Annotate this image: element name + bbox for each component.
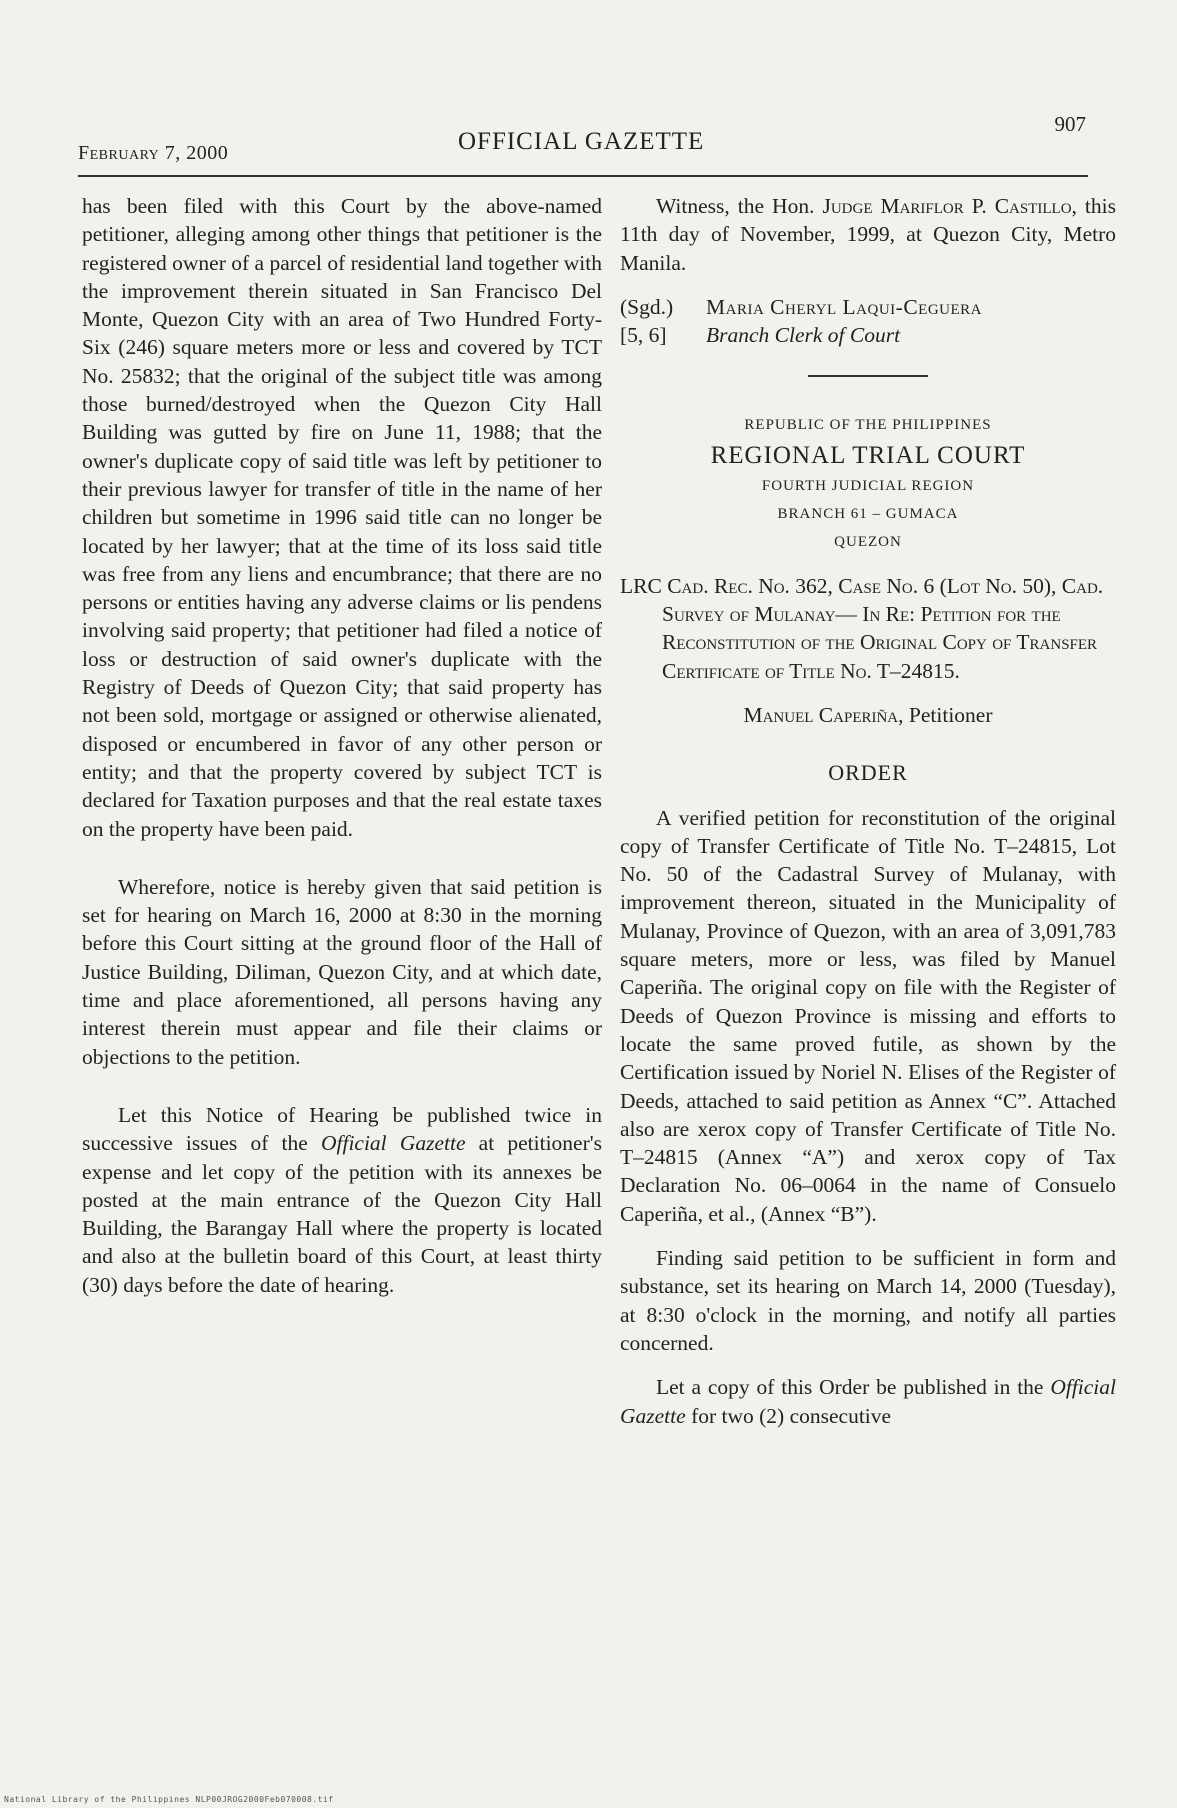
- publication-title: OFFICIAL GAZETTE: [458, 128, 705, 155]
- signatory-position: Branch Clerk of Court: [706, 323, 901, 348]
- republic-line: REPUBLIC OF THE PHILIPPINES: [744, 417, 992, 434]
- order-paragraph-2: Finding said petition to be sufficient in form and substance, set its hearing on March 14, 2000 (Tuesday), at 8:30 o'clock in the morning, and notify all parties concerned.: [620, 1246, 1116, 1355]
- court-name: REGIONAL TRIAL COURT: [710, 441, 1026, 469]
- page-number: 907: [1054, 112, 1086, 136]
- header-rule: [78, 175, 1088, 177]
- issue-date: February 7, 2000: [78, 142, 229, 164]
- gazette-name: Official Gazette: [620, 1375, 1116, 1428]
- section-divider: [808, 375, 928, 377]
- judge-name: Judge Mariflor P. Castillo: [822, 194, 1072, 218]
- order-paragraph-1: A verified petition for reconstitution of the original copy of Transfer Certificate of Title No. T–24815, Lot No. 50 of the Cadastral Survey of Mulanay, with improvement thereon, situated in the Municipality of Mulanay, Province of Quezon, with an area of 3,091,783 square meters, more or less, was filed by Manuel Caperiña. The original copy on file with the Register of Deeds of Quezon Province is missing and efforts to locate the same proved futile, as shown by the Certification issued by Noriel N. Elises of the Register of Deeds, attached to said petition as Annex “C”. Attached also are xerox copy of Transfer Certificate of Title No. T–24815 (Annex “A”) and xerox copy of Tax Declaration No. 06–0064 in the name of Consuelo Caperiña, et al., (Annex “B”).: [620, 805, 1116, 1226]
- petitioner-name: Manuel Caperiña: [743, 702, 899, 727]
- gazette-name: Official Gazette: [320, 1131, 466, 1156]
- court-branch: BRANCH 61 – GUMACA: [777, 505, 959, 522]
- case-caption: LRC Cad. Rec. No. 362, Case No. 6 (Lot No. 50), Cad. Survey of Mulanay— In Re: Petition for the Reconstitution of the Original Copy of Transfer Certificate of Title No. T–24815.: [620, 573, 1104, 683]
- publication-paragraph: Let this Notice of Hearing be published twice in successive issues of the Official Gazette at petitioner's expense and let copy of the petition with its annexes be posted at the main entrance of the Quezon City Hall Building, the Barangay Hall where the property is located and also at the bulletin board of this Court, at least thirty (30) days before the date of hearing.: [82, 1102, 602, 1297]
- signature-block: [620, 293, 1116, 350]
- court-heading: [620, 411, 1116, 555]
- left-column: [82, 192, 602, 1299]
- signed-mark: (Sgd.): [620, 294, 674, 319]
- court-province: QUEZON: [834, 533, 902, 550]
- judicial-region: FOURTH JUDICIAL REGION: [761, 477, 975, 494]
- notice-body-paragraph: has been filed with this Court by the above-named petitioner, alleging among other things that petitioner is the registered owner of a parcel of residential land together with the improvement therein situated in San Francisco Del Monte, Quezon City with an area of Two Hundred Forty-Six (246) square meters more or less and covered by TCT No. 25832; that the original of the subject title was among those burned/destroyed when the Quezon City Hall Building was gutted by fire on June 11, 1988; that the owner's duplicate copy of said title was left by petitioner to their previous lawyer for transfer of title in the name of her children but sometime in 1996 said title can no longer be located by her lawyer; that at the time of its loss said title was free from any liens and encumbrance; that there are no persons or entities having any adverse claims or lis pendens involving said property; that petitioner had filed a notice of loss or destruction of said owner's duplicate with the Registry of Deeds of Quezon City; that said property has not been sold, mortgage or assigned or otherwise alienated, disposed or encumbered in favor of any other person or entity; and that the property covered by subject TCT is declared for Taxation purposes and that the real estate taxes on the property have been paid.: [82, 194, 602, 841]
- petitioner-line: Manuel Caperiña, Petitioner: [743, 702, 993, 727]
- wherefore-paragraph: Wherefore, notice is hereby given that said petition is set for hearing on March 16, 2000 at 8:30 in the morning before this Court sitting at the ground floor of the Hall of Justice Building, Diliman, Quezon City, and at which date, time and place aforementioned, all persons having any interest therein must appear and file their claims or objections to the petition.: [82, 874, 602, 1069]
- page-header: [78, 112, 1090, 176]
- order-paragraph-3: Let a copy of this Order be published in the Official Gazette for two (2) consecutive: [620, 1375, 1116, 1428]
- witness-paragraph: Witness, the Hon. Judge Mariflor P. Castillo, this 11th day of November, 1999, at Quezon City, Metro Manila.: [620, 194, 1116, 275]
- right-column: [620, 192, 1116, 1430]
- signatory-name: Maria Cheryl Laqui-Ceguera: [706, 294, 982, 319]
- scan-footer: National Library of the Philippines NLP00JROG2000Feb070008.tif: [4, 1795, 334, 1804]
- order-heading: ORDER: [828, 760, 908, 786]
- reference-number: [5, 6]: [620, 323, 667, 348]
